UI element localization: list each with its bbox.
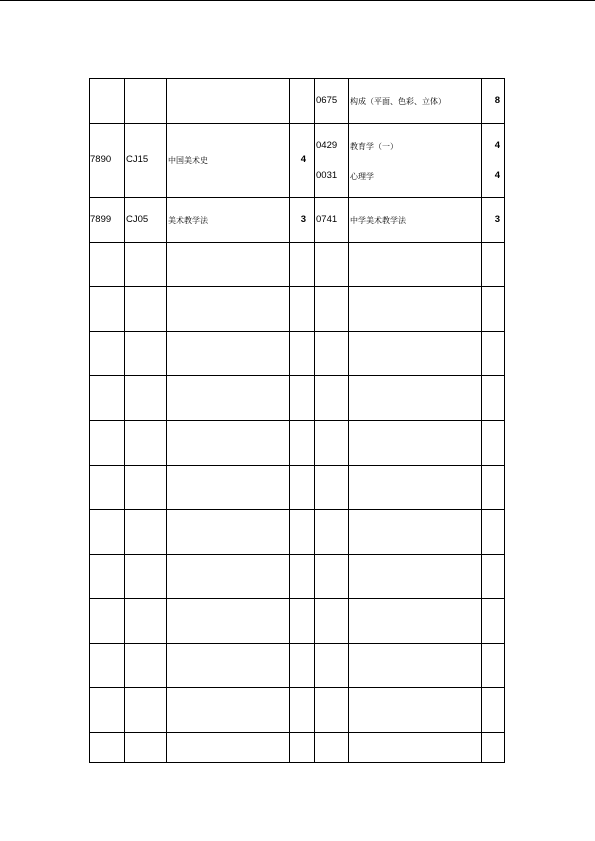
table-grid-lines: [89, 78, 505, 763]
sub-credit-cell: 4: [494, 140, 500, 151]
course-table: [89, 78, 505, 763]
sub-code-cell: 0429: [316, 140, 338, 151]
code-cell: 7899: [90, 214, 112, 225]
credit-cell: 3: [300, 214, 306, 225]
sub-code-cell: 0741: [316, 214, 338, 225]
credit-cell: 4: [300, 154, 306, 165]
code-cell: 7890: [90, 154, 112, 165]
sub-code-cell: 0675: [316, 95, 338, 106]
sub-code-cell: 0031: [316, 170, 338, 181]
course-name-cell: 美术教学法: [168, 216, 208, 225]
course-code-cell: CJ05: [126, 214, 149, 225]
page-top-rule: [0, 0, 595, 1]
sub-credit-cell: 4: [494, 170, 500, 181]
sub-name-cell: 心理学: [350, 172, 374, 181]
course-code-cell: CJ15: [126, 154, 149, 165]
sub-credit-cell: 3: [494, 214, 500, 225]
sub-credit-cell: 8: [494, 95, 500, 106]
sub-name-cell: 构成（平面、色彩、立体）: [350, 97, 446, 106]
sub-name-cell: 教育学（一）: [350, 142, 398, 151]
course-name-cell: 中国美术史: [168, 156, 208, 165]
sub-name-cell: 中学美术教学法: [350, 216, 406, 225]
